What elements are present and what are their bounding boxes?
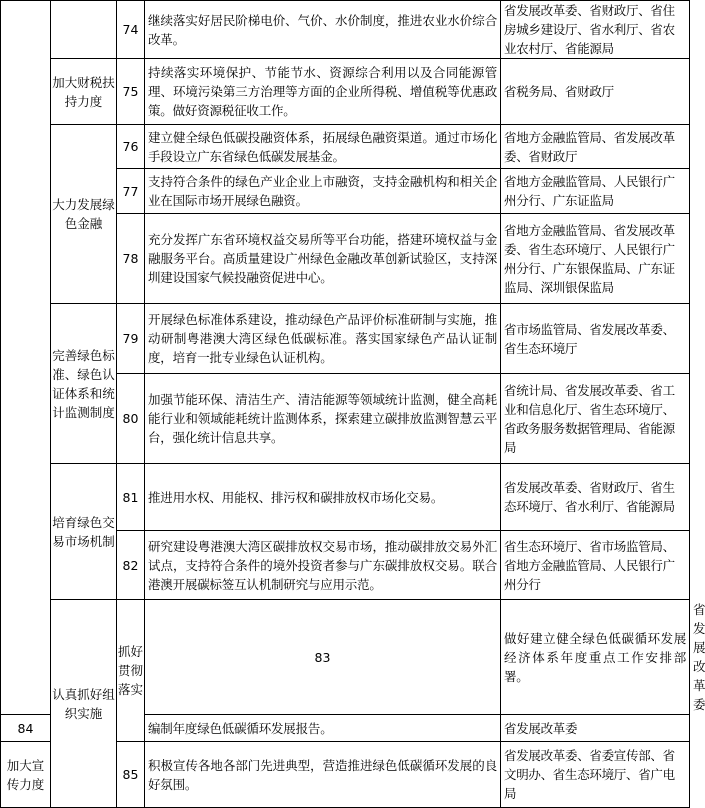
- item-number: 80: [117, 374, 145, 464]
- item-number: 79: [117, 304, 145, 374]
- responsible-departments: 省地方金融监管局、省发展改革委、省财政厅: [501, 125, 690, 169]
- responsible-departments: 省地方金融监管局、人民银行广州分行、广东证监局: [501, 169, 690, 214]
- table-row: 认真抓好组织实施 抓好贯彻落实 83 做好建立健全绿色低碳循环发展经济体系年度重点工作安排部署。 省发展改革委: [1, 600, 690, 715]
- table-row: [1, 1, 690, 59]
- task-description: 编制年度绿色低碳循环发展报告。: [145, 715, 501, 742]
- item-number: 78: [117, 214, 145, 304]
- task-description: 研究建设粤港澳大湾区碳排放权交易市场，推动碳排放交易外汇试点，支持符合条件的境外投资者参与广东碳排放权交易。联合港澳开展碳标签互认机制研究与应用示范。: [145, 531, 501, 600]
- subcategory-cell: 加大财税扶持力度: [51, 59, 117, 125]
- responsible-departments: 省地方金融监管局、省发展改革委、省生态环境厅、人民银行广州分行、广东银保监局、广东证监局、深圳银保监局: [501, 214, 690, 304]
- responsible-departments: 省市场监管局、省发展改革委、省生态环境厅: [501, 304, 690, 374]
- table-row: [1, 464, 690, 531]
- subcategory-cell: 培育绿色交易市场机制: [51, 464, 117, 600]
- responsible-departments: 省发展改革委、省委宣传部、省文明办、省生态环境厅、省广电局: [501, 742, 690, 808]
- item-number: 76: [117, 125, 145, 169]
- task-description: 支持符合条件的绿色产业企业上市融资，支持金融机构和相关企业在国际市场开展绿色融资。: [145, 169, 501, 214]
- category-cell: 认真抓好组织实施: [51, 600, 117, 808]
- responsible-departments: 省发展改革委、省财政厅、省住房城乡建设厅、省水利厅、省农业农村厅、省能源局: [501, 1, 690, 59]
- item-number: 77: [117, 169, 145, 214]
- table-row: [1, 304, 690, 374]
- responsible-departments: 省发展改革委、省财政厅、省生态环境厅、省水利厅、省能源局: [501, 464, 690, 531]
- item-number: 81: [117, 464, 145, 531]
- item-number: 85: [117, 742, 145, 808]
- item-number: 75: [117, 59, 145, 125]
- subcategory-cell: [51, 1, 117, 59]
- task-description: 做好建立健全绿色低碳循环发展经济体系年度重点工作安排部署。: [501, 600, 690, 715]
- task-description: 充分发挥广东省环境权益交易所等平台功能，搭建环境权益与金融服务平台。高质量建设广州绿色金融改革创新试验区，支持深圳建设国家气候投融资促进中心。: [145, 214, 501, 304]
- item-number: 84: [1, 715, 51, 742]
- task-description: 开展绿色标准体系建设，推动绿色产品评价标准研制与实施，推动研制粤港澳大湾区绿色低碳标准。落实国家绿色产品认证制度，培育一批专业绿色认证机构。: [145, 304, 501, 374]
- responsible-departments: 省生态环境厅、省市场监管局、省地方金融监管局、人民银行广州分行: [501, 531, 690, 600]
- table-row: [1, 59, 690, 125]
- task-description: 推进用水权、用能权、排污权和碳排放权市场化交易。: [145, 464, 501, 531]
- task-description: 积极宣传各地各部门先进典型，营造推进绿色低碳循环发展的良好氛围。: [145, 742, 501, 808]
- task-description: 持续落实环境保护、节能节水、资源综合利用以及合同能源管理、环境污染第三方治理等方面的企业所得税、增值税等优惠政策。做好资源税征收工作。: [145, 59, 501, 125]
- item-number: 82: [117, 531, 145, 600]
- category-cell: [1, 1, 51, 715]
- subcategory-cell: 抓好贯彻落实: [117, 600, 145, 742]
- responsible-departments: 省税务局、省财政厅: [501, 59, 690, 125]
- item-number: 74: [117, 1, 145, 59]
- item-number: 83: [145, 600, 501, 715]
- responsible-departments: 省统计局、省发展改革委、省工业和信息化厅、省生态环境厅、省政务服务数据管理局、省能源局: [501, 374, 690, 464]
- subcategory-cell: 加大宣传力度: [1, 742, 51, 808]
- subcategory-cell: 完善绿色标准、绿色认证体系和统计监测制度: [51, 304, 117, 464]
- table-row: [1, 125, 690, 169]
- responsible-departments: 省发展改革委: [501, 715, 690, 742]
- task-description: 继续落实好居民阶梯电价、气价、水价制度，推进农业水价综合改革。: [145, 1, 501, 59]
- task-description: 加强节能环保、清洁生产、清洁能源等领域统计监测，健全高耗能行业和领域能耗统计监测体系，探索建立碳排放监测智慧云平台，强化统计信息共享。: [145, 374, 501, 464]
- task-description: 建立健全绿色低碳投融资体系，拓展绿色融资渠道。通过市场化手段设立广东省绿色低碳发展基金。: [145, 125, 501, 169]
- subcategory-cell: 大力发展绿色金融: [51, 125, 117, 304]
